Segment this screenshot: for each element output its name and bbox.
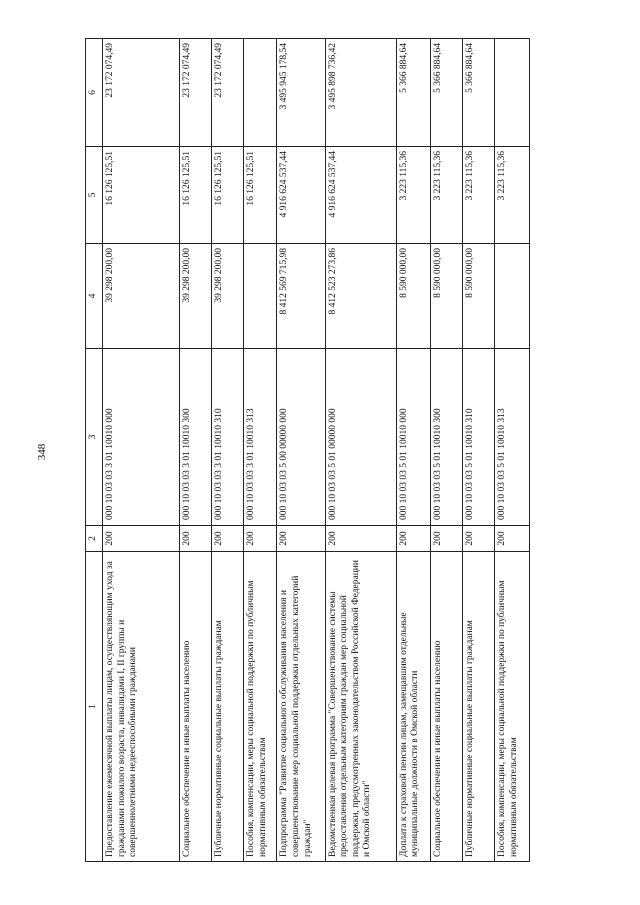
cell-v6: 5 366 884,64 [396, 39, 430, 147]
cell-v4: 8 590 000,00 [431, 244, 463, 349]
table-row [325, 39, 396, 862]
cell-v5: 3 223 115,36 [396, 147, 430, 244]
cell-v5: 16 126 125,51 [244, 147, 277, 244]
cell-name: Ведомственная целевая программа "Совершенствование системы предоставления отдельным категориям граждан мер социальной поддержки, предусмотренных законодательством Российской Федерации и Омской области" [325, 552, 396, 862]
cell-code: 000 10 03 03 5 01 10010 313 [495, 349, 530, 526]
cell-code: 000 10 03 03 5 00 00000 000 [277, 349, 325, 526]
header-col-4: 4 [86, 244, 103, 349]
cell-v6: 23 172 074,49 [179, 39, 211, 147]
cell-name: Пособия, компенсации, меры социальной поддержки по публичным нормативным обязательствам [495, 552, 530, 862]
cell-grbs: 200 [212, 526, 244, 552]
cell-v6: 23 172 074,49 [103, 39, 180, 147]
cell-v6: 5 366 884,64 [431, 39, 463, 147]
cell-code: 000 10 03 03 3 01 10010 310 [212, 349, 244, 526]
cell-code: 000 10 03 03 5 01 10010 300 [431, 349, 463, 526]
cell-v4: 39 298 200,00 [103, 244, 180, 349]
header-col-1: 1 [86, 552, 103, 862]
cell-name: Публичные нормативные социальные выплаты гражданам [212, 552, 244, 862]
cell-grbs: 200 [396, 526, 430, 552]
table-row [431, 39, 463, 862]
cell-v5: 4 916 624 537,44 [277, 147, 325, 244]
cell-v4: 8 412 523 273,86 [325, 244, 396, 349]
cell-name: Предоставление ежемесячной выплаты лицам, осуществляющим уход за гражданами пожилого возраста, инвалидами I, II группы и совершеннолетними недееспособными гражданами [103, 552, 180, 862]
cell-grbs: 200 [463, 526, 495, 552]
cell-v6: 5 366 884,64 [463, 39, 495, 147]
cell-code: 000 10 03 03 3 01 10010 000 [103, 349, 180, 526]
cell-name: Публичные нормативные социальные выплаты гражданам [463, 552, 495, 862]
cell-name: Социальное обеспечение и иные выплаты населению [431, 552, 463, 862]
cell-v4: 8 590 000,00 [463, 244, 495, 349]
cell-grbs: 200 [431, 526, 463, 552]
table-row [495, 39, 530, 862]
cell-v6: 3 495 898 736,42 [325, 39, 396, 147]
cell-name: Пособия, компенсации, меры социальной поддержки по публичным нормативным обязательствам [244, 552, 277, 862]
cell-grbs: 200 [103, 526, 180, 552]
header-row [86, 39, 103, 862]
table-row [244, 39, 277, 862]
header-col-2: 2 [86, 526, 103, 552]
table-row [179, 39, 211, 862]
cell-grbs: 200 [277, 526, 325, 552]
cell-name: Доплата к страховой пенсии лицам, замещавшим отдельные муниципальные должности в Омской области [396, 552, 430, 862]
cell-v4 [495, 244, 530, 349]
cell-code: 000 10 03 03 5 01 00000 000 [325, 349, 396, 526]
cell-v5: 3 223 115,36 [495, 147, 530, 244]
table-row [212, 39, 244, 862]
cell-code: 000 10 03 03 5 01 10010 310 [463, 349, 495, 526]
cell-code: 000 10 03 03 3 01 10010 300 [179, 349, 211, 526]
table-row [463, 39, 495, 862]
cell-grbs: 200 [179, 526, 211, 552]
cell-v5: 16 126 125,51 [179, 147, 211, 244]
cell-grbs: 200 [244, 526, 277, 552]
header-col-5: 5 [86, 147, 103, 244]
cell-v5: 4 916 624 537,44 [325, 147, 396, 244]
page-number: 348 [36, 443, 48, 461]
cell-name: Подпрограмма "Развитие социального обслуживания населения и совершенствование мер социальной поддержки отдельных категорий граждан" [277, 552, 325, 862]
table-row [396, 39, 430, 862]
header-col-6: 6 [86, 39, 103, 147]
cell-grbs: 200 [495, 526, 530, 552]
cell-code: 000 10 03 03 3 01 10010 313 [244, 349, 277, 526]
cell-v5: 3 223 115,36 [431, 147, 463, 244]
rotated-table-container [85, 39, 530, 862]
cell-v5: 16 126 125,51 [103, 147, 180, 244]
cell-v4: 8 412 569 715,98 [277, 244, 325, 349]
cell-v5: 3 223 115,36 [463, 147, 495, 244]
cell-v4: 39 298 200,00 [179, 244, 211, 349]
cell-v6 [495, 39, 530, 147]
cell-v4: 39 298 200,00 [212, 244, 244, 349]
table-row [103, 39, 180, 862]
header-col-3: 3 [86, 349, 103, 526]
cell-v4: 8 590 000,00 [396, 244, 430, 349]
cell-v5: 16 126 125,51 [212, 147, 244, 244]
cell-v4 [244, 244, 277, 349]
cell-code: 000 10 03 03 5 01 10010 000 [396, 349, 430, 526]
cell-v6 [244, 39, 277, 147]
cell-grbs: 200 [325, 526, 396, 552]
cell-name: Социальное обеспечение и иные выплаты населению [179, 552, 211, 862]
cell-v6: 23 172 074,49 [212, 39, 244, 147]
table-row [277, 39, 325, 862]
cell-v6: 3 495 945 178,54 [277, 39, 325, 147]
budget-table [85, 38, 530, 862]
